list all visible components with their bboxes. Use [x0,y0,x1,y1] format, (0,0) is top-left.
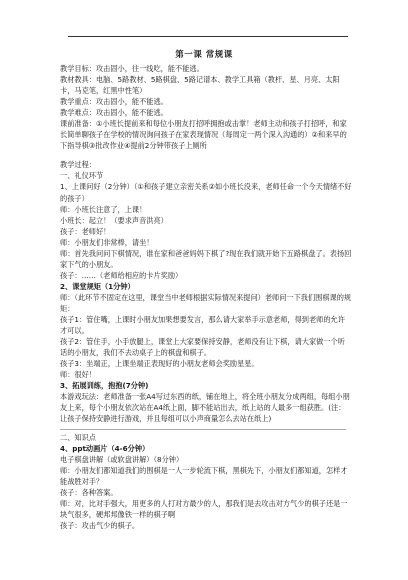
meta-key-point: 教学重点：攻击固小，能不能逃。 [60,97,168,107]
step-hug-game: 3、拓展训练，抱抱(7分钟) [60,381,149,391]
section-heading-etiquette: 一、礼仪环节 [60,171,104,181]
dialogue-line: 师：对，比对手强大，用更多的人打对方最少的人，那我们是去攻击对方气少的棋子还是一块气很多，硬邦邦像铁一样的棋子啊 [60,498,348,519]
meta-difficulty: 教学难点：攻击固小，能不能逃。 [60,108,168,118]
dialogue-line: 孩子：各种答案。 [60,487,118,497]
dialogue-line: 孩子：攻击气少的棋子。 [60,520,140,530]
step-rules: 2、课堂规矩（1分钟） [60,281,135,291]
dialogue-line: 孩子3：坐端正，上课坐端正表现好的小朋友老师会奖励星星。 [60,359,259,369]
meta-goal: 教学目标：攻击固小，往一线吃，能不能逃。 [60,64,204,73]
dialogue-line: 师：小朋友们非常棒，请坐！ [60,237,154,247]
dialogue-line: 师：（此环节不固定在这里，课堂当中老师根据实际情况来提问）老师问一下我们围棋课的规矩： [60,292,352,313]
lesson-body [60,63,352,531]
dialogue-line: 孩子：老师好！ [60,226,111,236]
meta-preparation: 课前准备：①小班长提前来和每位小朋友打招呼拥抱或击掌！老师主动和孩子打招呼，和家长简单聊孩子在学校的情况询问孩子在家表现情况（每周定一两个深入沟通的）②和来早的下指导棋③批改作业④提前2分钟带孩子上厕所 [60,119,347,151]
section-heading-knowledge: 二、知识点 [60,432,96,442]
dialogue-line: 师：小班长注意了，上课！ [60,204,147,214]
dialogue-line: 小班长：起立！（要求声音洪亮） [60,215,168,225]
step-greeting: 1、上课问好（2分钟）（①和孩子建立亲密关系②如小班长没来，老师任命一个今天情绪不好的孩子） [60,182,352,203]
dialogue-line: 师：很好！ [60,370,96,380]
dialogue-line: 师：小朋友们都知道我们的围棋是一人一步轮流下棋，黑棋先下，小朋友们都知道，怎样才能战胜对手？ [60,465,348,486]
process-title: 教学过程： [60,160,96,170]
game-rules: 本游戏玩法：老师准备一张A4写过东西的纸，铺在地上，将全班小朋友分成两组，每组小朋友上来，每个小朋友依次站在A4纸上面，脚不能站出去，纸上站的人最多一组获胜。(注：让孩子保持安静进行游戏，并且每组可以小声商量怎么去站在纸上) [60,392,350,424]
dialogue-line: 孩子1：管住嘴，上课时小朋友加果想要发言，那么请大家举手示意老师，得到老师的允许才可以。 [60,315,345,336]
lesson-title: 第一课 常规课 [175,50,233,60]
section-divider [60,429,346,430]
meta-materials: 教材教具：电脑、5路教材、5路棋盘、5路记谱本、教学工具箱（教杆、星、月亮、太阳卡，马克笔，红黑中性笔） [60,75,340,96]
dialogue-line: 孩子：……（老师给相应的卡片奖励） [60,270,183,280]
dialogue-line: 电子棋盘讲解（或软盘讲解）（8分钟） [60,454,184,464]
header-rule [68,36,348,37]
dialogue-line: 师：首先我问问下棋情况，谁在家和爸爸妈妈下棋了?现在我们就开始下五路棋盘了。表扬回家下气的小朋友。 [60,248,352,269]
step-ppt: 4、ppt动画片（4-6分钟） [60,443,150,453]
dialogue-line: 孩子2：管住手，小手放腿上，课堂上大家要保持安静，老师没有让下棋，请大家做一个听话的小朋友，我们不去动桌子上的棋盘和棋子。 [60,337,345,358]
